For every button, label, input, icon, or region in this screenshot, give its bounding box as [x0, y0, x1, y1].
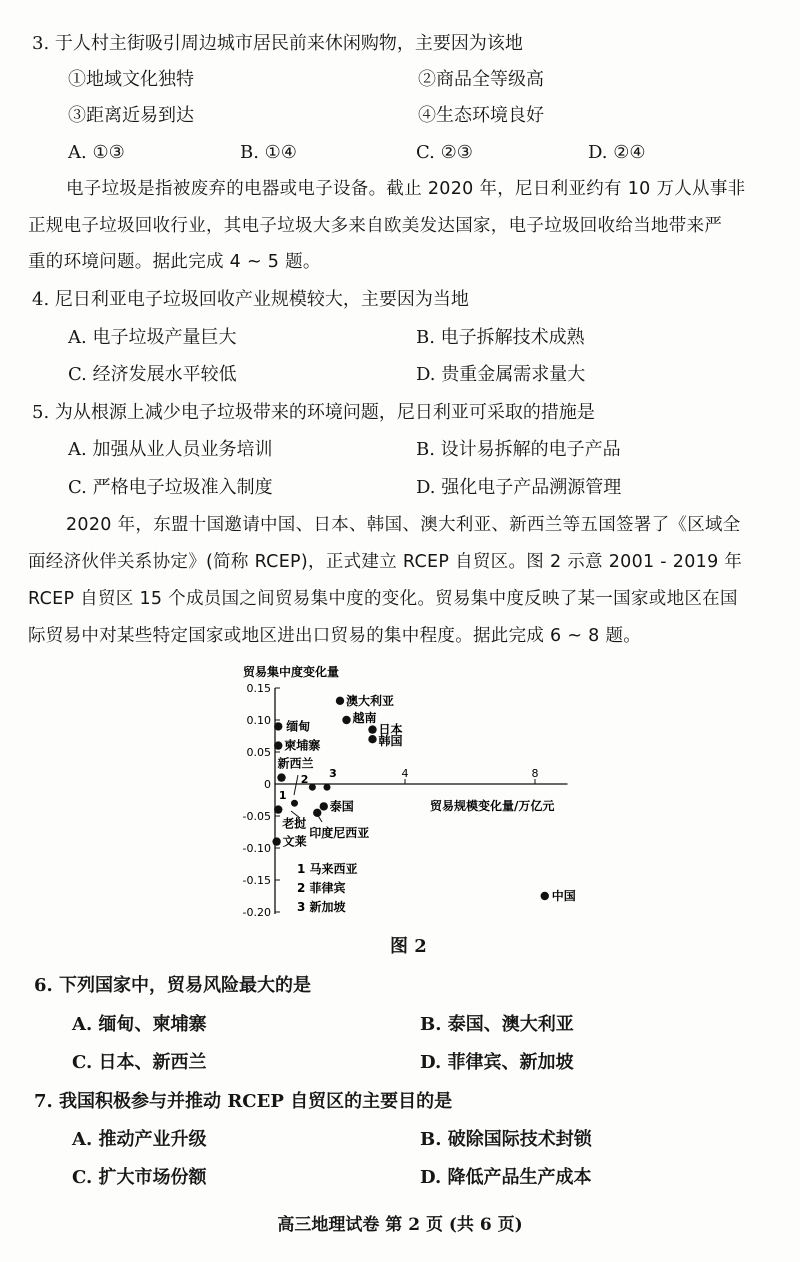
q3-item-2: ②商品全等级高: [418, 69, 544, 90]
q7-option-a: A. 推动产业升级: [72, 1129, 207, 1150]
q6-option-a: A. 缅甸、柬埔寨: [72, 1014, 207, 1035]
y-tick-label: 0.10: [246, 714, 271, 727]
q6-stem: 6. 下列国家中，贸易风险最大的是: [34, 975, 312, 996]
data-point: [272, 837, 280, 845]
data-point-label: 澳大利亚: [346, 693, 395, 708]
data-point-label: 2: [300, 773, 309, 787]
y-axis-label: 贸易集中度变化量: [243, 665, 340, 679]
data-point-label: 日本: [378, 722, 403, 737]
y-tick-label: 0.05: [246, 746, 271, 759]
q5-option-b: B. 设计易拆解的电子产品: [416, 439, 621, 460]
data-point: [274, 722, 282, 730]
passage2-line-1: 2020 年，东盟十国邀请中国、日本、韩国、澳大利亚、新西兰等五国签署了《区域全: [66, 515, 741, 535]
data-point-label: 文莱: [282, 834, 307, 849]
q4-stem: 4. 尼日利亚电子垃圾回收产业规模较大，主要因为当地: [32, 289, 469, 310]
q6-option-d: D. 菲律宾、新加坡: [420, 1052, 574, 1073]
q3-option-d: D. ②④: [588, 142, 646, 163]
data-point-label: 1: [278, 789, 287, 803]
q4-option-b: B. 电子拆解技术成熟: [416, 327, 585, 348]
data-point: [368, 735, 376, 743]
data-point-label: 缅甸: [286, 719, 311, 734]
data-point-label: 印度尼西亚: [309, 825, 370, 840]
passage2-line-3: RCEP 自贸区 15 个成员国之间贸易集中度的变化。贸易集中度反映了某一国家或地区在国: [28, 589, 738, 609]
q3-item-4: ④生态环境良好: [418, 105, 544, 126]
q5-stem: 5. 为从根源上减少电子垃圾带来的环境问题，尼日利亚可采取的措施是: [32, 402, 595, 423]
data-point-label: 3: [329, 767, 337, 781]
legend-note: 2 菲律宾: [297, 881, 346, 895]
passage2-line-4: 际贸易中对某些特定国家或地区进出口贸易的集中程度。据此完成 6 ~ 8 题。: [28, 626, 642, 646]
q3-item-1: ①地域文化独特: [68, 69, 194, 90]
data-point-label: 越南: [352, 711, 377, 725]
q3-option-a: A. ①③: [68, 142, 125, 163]
q4-option-a: A. 电子垃圾产量巨大: [68, 327, 237, 348]
q7-option-d: D. 降低产品生产成本: [420, 1167, 592, 1188]
q6-option-b: B. 泰国、澳大利亚: [420, 1014, 574, 1035]
x-axis-label: 贸易规模变化量/万亿元: [430, 799, 555, 813]
passage1-line-1: 电子垃圾是指被废弃的电器或电子设备。截止 2020 年，尼日利亚约有 10 万人从事非: [66, 179, 746, 199]
passage1-line-2: 正规电子垃圾回收行业，其电子垃圾大多来自欧美发达国家，电子垃圾回收给当地带来严: [28, 216, 723, 236]
y-tick-label: 0: [264, 778, 271, 791]
data-point-label: 柬埔寨: [284, 738, 321, 753]
legend-note: 1 马来西亚: [297, 862, 358, 876]
figure-caption: 图 2: [390, 936, 427, 957]
data-point: [368, 725, 376, 733]
q7-option-b: B. 破除国际技术封锁: [420, 1129, 592, 1150]
data-point-label: 韩国: [378, 734, 403, 749]
data-point-label: 泰国: [329, 799, 354, 814]
y-tick-label: -0.05: [242, 810, 271, 823]
data-point: [274, 741, 282, 749]
data-point: [309, 784, 316, 791]
data-point-label: 中国: [551, 889, 576, 903]
q4-option-c: C. 经济发展水平较低: [68, 364, 237, 385]
legend-note: 3 新加坡: [297, 900, 346, 914]
q4-option-d: D. 贵重金属需求量大: [416, 364, 586, 385]
q3-option-b: B. ①④: [240, 142, 297, 163]
q5-option-d: D. 强化电子产品溯源管理: [416, 477, 622, 498]
q7-option-c: C. 扩大市场份额: [72, 1167, 207, 1188]
data-point: [277, 773, 285, 781]
data-point: [324, 784, 331, 791]
q3-option-c: C. ②③: [416, 142, 473, 163]
passage2-line-2: 面经济伙伴关系协定》(简称 RCEP)，正式建立 RCEP 自贸区。图 2 示意 2001 - 2019 年: [28, 552, 743, 572]
data-point: [313, 809, 321, 817]
y-tick-label: -0.20: [242, 906, 271, 919]
malaysia-leader-line: [294, 775, 298, 795]
y-tick-label: -0.10: [242, 842, 271, 855]
y-tick-label: 0.15: [246, 682, 271, 695]
x-tick-label: 8: [531, 767, 539, 780]
q7-stem: 7. 我国积极参与并推动 RCEP 自贸区的主要目的是: [34, 1091, 453, 1112]
y-tick-label: -0.15: [242, 874, 271, 887]
data-point: [342, 716, 350, 724]
q3-item-3: ③距离近易到达: [68, 105, 194, 126]
q5-option-a: A. 加强从业人员业务培训: [68, 439, 273, 460]
q6-option-c: C. 日本、新西兰: [72, 1052, 207, 1073]
passage1-line-3: 重的环境问题。据此完成 4 ~ 5 题。: [28, 252, 321, 272]
page-footer: 高三地理试卷 第 2 页 (共 6 页): [277, 1215, 523, 1235]
q5-option-c: C. 严格电子垃圾准入制度: [68, 477, 273, 498]
data-point: [541, 892, 549, 900]
data-point-label: 新西兰: [277, 756, 314, 771]
x-tick-label: 4: [401, 767, 409, 780]
data-point: [336, 697, 344, 705]
data-point-label: 老挝: [282, 816, 307, 831]
q3-stem: 3. 于人村主街吸引周边城市居民前来休闲购物，主要因为该地: [32, 33, 523, 54]
data-point: [291, 800, 298, 807]
data-point: [274, 805, 282, 813]
data-point: [320, 802, 328, 810]
